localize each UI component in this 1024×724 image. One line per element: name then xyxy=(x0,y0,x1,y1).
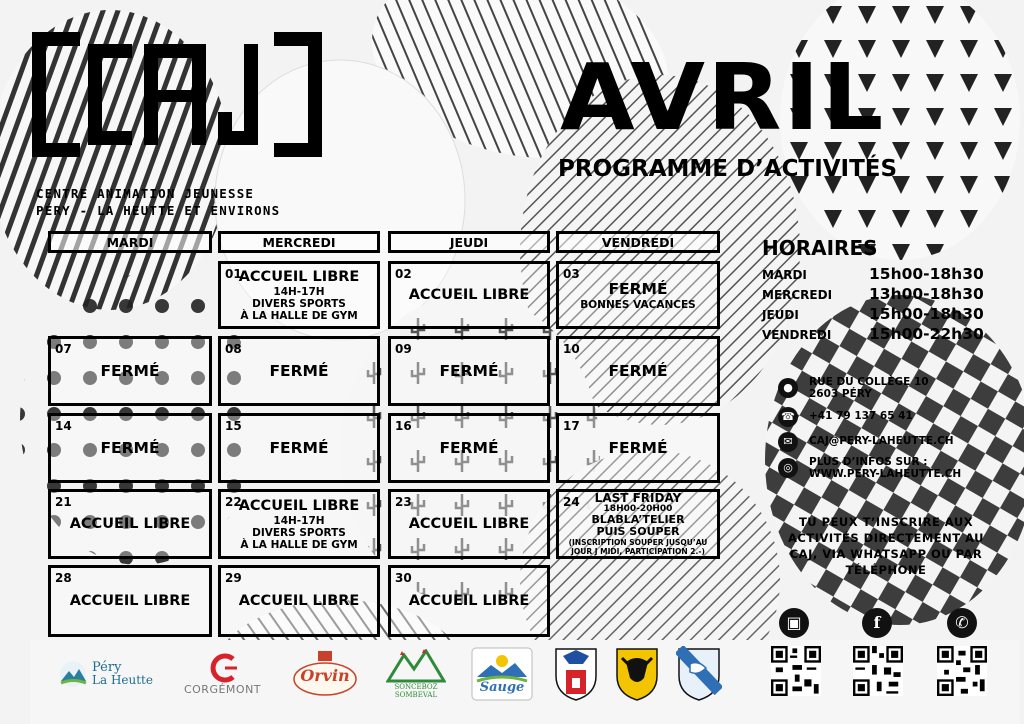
mail-icon: ✉ xyxy=(778,432,798,452)
horaires-row xyxy=(762,285,992,303)
instagram-icon[interactable]: ▣ xyxy=(779,608,809,638)
address-line2: 2603 PÉRY xyxy=(809,388,872,400)
activity-label: ACCUEIL LIBRE xyxy=(238,269,360,285)
day-cell-10 xyxy=(556,336,720,406)
day-number: 16 xyxy=(395,419,412,433)
activity-label: ACCUEIL LIBRE xyxy=(408,516,530,532)
day-number: 29 xyxy=(225,571,242,585)
activity-label: FERMÉ xyxy=(608,439,668,457)
day-number: 07 xyxy=(55,342,72,356)
address-text xyxy=(809,376,929,400)
orvin-logo xyxy=(290,646,360,702)
activity-label: FERMÉ xyxy=(100,439,160,457)
website-text xyxy=(809,456,961,480)
day-cell-30 xyxy=(388,565,550,637)
day-cell-23 xyxy=(388,489,550,559)
activity-label: FERMÉ xyxy=(608,362,668,380)
activity-label: ACCUEIL LIBRE xyxy=(408,287,530,303)
phone-text[interactable]: +41 79 137 65 41 xyxy=(809,410,913,422)
day-header-jeudi: JEUDI xyxy=(388,231,550,253)
email-link[interactable]: CAJ@PERY-LAHEUTTE.CH xyxy=(809,435,954,447)
activity-label: ACCUEIL LIBRE xyxy=(69,593,191,609)
day-number: 23 xyxy=(395,495,412,509)
day-cell-08 xyxy=(218,336,380,406)
activity-detail-2: PUIS SOUPER xyxy=(596,525,680,538)
day-cell-09 xyxy=(388,336,550,406)
activity-label: FERMÉ xyxy=(439,362,499,380)
day-number: 30 xyxy=(395,571,412,585)
horaires-day: JEUDI xyxy=(762,308,799,322)
day-number: 15 xyxy=(225,419,242,433)
day-cell-29 xyxy=(218,565,380,637)
activity-detail: BONNES VACANCES xyxy=(580,299,696,311)
activity-label: ACCUEIL LIBRE xyxy=(69,516,191,532)
contact-phone xyxy=(778,405,998,433)
coat-of-arms-yellow-icon xyxy=(614,646,660,702)
page-subtitle: PROGRAMME D’ACTIVITÉS xyxy=(558,156,898,182)
day-cell-15 xyxy=(218,413,380,483)
pery-logo-line1: Péry xyxy=(92,660,122,675)
whatsapp-icon[interactable]: ✆ xyxy=(947,608,977,638)
day-number: 09 xyxy=(395,342,412,356)
day-header-mercredi: MERCREDI xyxy=(218,231,380,253)
sonceboz-logo-line2: SOMBEVAL xyxy=(394,691,438,699)
activity-label: FERMÉ xyxy=(608,280,668,298)
page-title: AVRIL xyxy=(560,44,886,151)
activity-detail: DIVERS SPORTS xyxy=(252,527,346,539)
contact-address xyxy=(778,376,998,404)
pery-la-heutte-logo xyxy=(50,646,160,702)
pery-logo-text xyxy=(92,661,153,687)
corgemont-logo-text: CORGÉMONT xyxy=(183,682,262,696)
sonceboz-sombeval-logo xyxy=(378,646,454,702)
day-cell-21 xyxy=(48,489,212,559)
day-number: 03 xyxy=(563,267,580,281)
day-number: 17 xyxy=(563,419,580,433)
address-line1: RUE DU COLLÈGE 10 xyxy=(809,376,929,388)
day-cell-14 xyxy=(48,413,212,483)
calendar xyxy=(48,231,720,637)
day-cell-07 xyxy=(48,336,212,406)
horaires-day: MERCREDI xyxy=(762,288,833,302)
pery-logo-line2: La Heutte xyxy=(92,673,153,687)
day-number: 01 xyxy=(225,267,242,281)
caj-logo xyxy=(32,32,322,157)
horaires-row xyxy=(762,305,992,323)
activity-time: 14H-17H xyxy=(273,515,325,527)
contact-website xyxy=(778,456,998,484)
day-cell-03 xyxy=(556,261,720,329)
day-header-mardi: MARDI xyxy=(48,231,212,253)
coat-of-arms-blue-icon xyxy=(676,646,722,702)
orvin-logo-text: Orvin xyxy=(300,666,350,685)
coat-of-arms-red-icon xyxy=(553,646,599,702)
day-cell-16 xyxy=(388,413,550,483)
sonceboz-logo-text xyxy=(394,683,437,699)
activity-label: ACCUEIL LIBRE xyxy=(238,498,360,514)
org-name-line2: PÉRY - LA HEUTTE ET ENVIRONS xyxy=(36,203,281,218)
sauge-logo-text: Sauge xyxy=(479,680,525,695)
phone-icon: ☎ xyxy=(778,407,798,427)
day-cell-01 xyxy=(218,261,380,329)
horaires-row xyxy=(762,325,992,343)
day-number: 28 xyxy=(55,571,72,585)
instagram-qr-code xyxy=(771,646,821,696)
day-header-vendredi: VENDREDI xyxy=(556,231,720,253)
day-cell-17 xyxy=(556,413,720,483)
activity-location: À LA HALLE DE GYM xyxy=(240,539,358,551)
facebook-icon[interactable]: f xyxy=(862,608,892,638)
corgemont-swirl-icon xyxy=(203,653,243,683)
horaires-day: MARDI xyxy=(762,268,807,282)
day-cell-22 xyxy=(218,489,380,559)
day-number: 21 xyxy=(55,495,72,509)
org-name-line1: CENTRE ANIMATION JEUNESSE xyxy=(36,186,255,201)
horaires-row xyxy=(762,265,992,283)
day-number: 14 xyxy=(55,419,72,433)
day-cell-02 xyxy=(388,261,550,329)
inscription-note: TU PEUX T’INSCRIRE AUX ACTIVITÉS DIRECTEMENT AU CAJ, VIA WHATSAPP OU PAR TÉLÉPHONE xyxy=(788,515,984,577)
day-number: 22 xyxy=(225,495,242,509)
activity-label: FERMÉ xyxy=(439,439,499,457)
activity-label: ACCUEIL LIBRE xyxy=(238,593,360,609)
map-pin-icon: ● xyxy=(778,378,798,398)
corgemont-logo xyxy=(175,646,270,702)
horaires-time: 15h00-18h30 xyxy=(869,265,984,283)
whatsapp-qr-code xyxy=(937,646,987,696)
horaires-title: HORAIRES xyxy=(762,236,878,260)
globe-icon: ◎ xyxy=(778,458,798,478)
activity-label: FERMÉ xyxy=(269,439,329,457)
day-number: 02 xyxy=(395,267,412,281)
activity-detail: DIVERS SPORTS xyxy=(252,298,346,310)
activity-detail: BLABLA’TELIER xyxy=(591,513,685,526)
facebook-qr-code xyxy=(853,646,903,696)
activity-label: FERMÉ xyxy=(100,362,160,380)
day-number: 24 xyxy=(563,495,580,509)
horaires-time: 13h00-18h30 xyxy=(869,285,984,303)
horaires-day: VENDREDI xyxy=(762,328,832,342)
pery-mountain-icon xyxy=(57,659,89,689)
activity-label: LAST FRIDAY xyxy=(594,491,682,505)
day-number: 10 xyxy=(563,342,580,356)
activity-location: À LA HALLE DE GYM xyxy=(240,310,358,322)
activity-label: FERMÉ xyxy=(269,362,329,380)
activity-time: 14H-17H xyxy=(273,286,325,298)
horaires-time: 15h00-22h30 xyxy=(869,325,984,343)
day-cell-24 xyxy=(556,489,720,559)
sonceboz-logo-line1: SONCEBOZ xyxy=(394,683,438,691)
horaires-time: 15h00-18h30 xyxy=(869,305,984,323)
website-link[interactable]: WWW.PERY-LAHEUTTE.CH xyxy=(809,468,962,480)
sonceboz-mountain-icon xyxy=(386,649,446,683)
activity-time: 18H00-20H00 xyxy=(603,504,673,514)
website-label: PLUS D’INFOS SUR : xyxy=(809,456,928,468)
contact-email xyxy=(778,430,998,458)
activity-note-2: JOUR J MIDI, PARTICIPATION 2.-) xyxy=(571,547,705,556)
org-name xyxy=(36,185,336,219)
sauge-logo xyxy=(470,646,534,702)
day-cell-28 xyxy=(48,565,212,637)
activity-label: ACCUEIL LIBRE xyxy=(408,593,530,609)
day-number: 08 xyxy=(225,342,242,356)
activity-note: (INSCRIPTION SOUPER JUSQU’AU xyxy=(568,538,708,547)
